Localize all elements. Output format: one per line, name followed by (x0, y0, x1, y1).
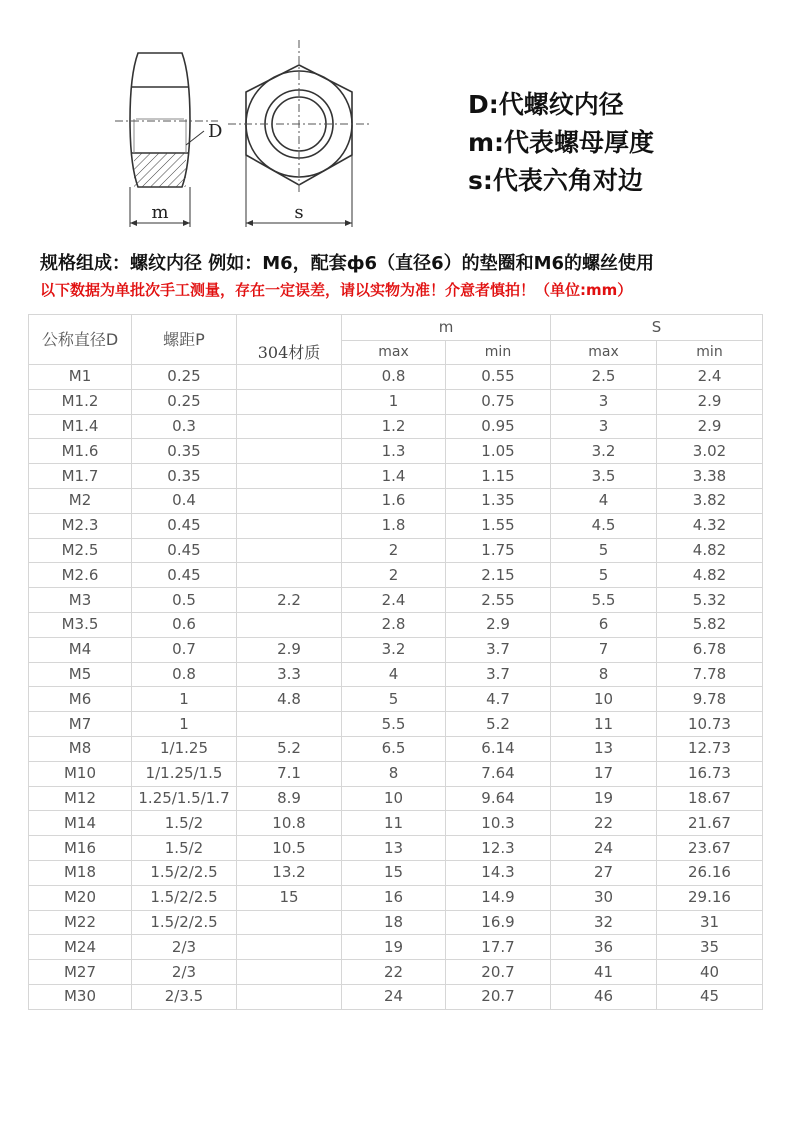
cell-m-max: 2 (342, 538, 446, 563)
cell-s-max: 30 (551, 885, 657, 910)
cell-s-min: 9.78 (657, 687, 763, 712)
table-row (29, 662, 763, 687)
cell-m-max: 19 (342, 935, 446, 960)
cell-m-min: 7.64 (446, 761, 551, 786)
table-row (29, 588, 763, 613)
cell-s-max: 46 (551, 984, 657, 1009)
cell-s-min: 12.73 (657, 736, 763, 761)
table-row (29, 885, 763, 910)
cell-nominal: M24 (29, 935, 132, 960)
cell-s-min: 10.73 (657, 712, 763, 737)
cell-material (237, 439, 342, 464)
cell-m-min: 10.3 (446, 811, 551, 836)
cell-m-min: 20.7 (446, 984, 551, 1009)
cell-m-min: 14.3 (446, 860, 551, 885)
cell-material: 8.9 (237, 786, 342, 811)
table-row (29, 836, 763, 861)
header-m-max: max (342, 341, 446, 365)
cell-m-max: 8 (342, 761, 446, 786)
cell-m-min: 2.55 (446, 588, 551, 613)
cell-s-max: 19 (551, 786, 657, 811)
cell-m-min: 0.55 (446, 365, 551, 390)
cell-m-max: 1.3 (342, 439, 446, 464)
cell-m-max: 10 (342, 786, 446, 811)
cell-material: 15 (237, 885, 342, 910)
cell-s-min: 45 (657, 984, 763, 1009)
cell-nominal: M1.7 (29, 464, 132, 489)
cell-m-max: 1.4 (342, 464, 446, 489)
cell-m-max: 6.5 (342, 736, 446, 761)
cell-material: 3.3 (237, 662, 342, 687)
cell-material: 2.2 (237, 588, 342, 613)
cell-material (237, 513, 342, 538)
cell-nominal: M8 (29, 736, 132, 761)
cell-s-min: 2.9 (657, 389, 763, 414)
cell-s-max: 2.5 (551, 365, 657, 390)
cell-pitch: 0.45 (132, 563, 237, 588)
cell-material (237, 935, 342, 960)
cell-pitch: 0.25 (132, 389, 237, 414)
table-row (29, 960, 763, 985)
table-row (29, 538, 763, 563)
cell-nominal: M7 (29, 712, 132, 737)
cell-s-max: 22 (551, 811, 657, 836)
cell-s-max: 5 (551, 563, 657, 588)
cell-s-max: 7 (551, 637, 657, 662)
cell-s-max: 5 (551, 538, 657, 563)
header-material-top (237, 315, 342, 341)
cell-nominal: M5 (29, 662, 132, 687)
cell-nominal: M1.6 (29, 439, 132, 464)
table-row (29, 612, 763, 637)
cell-s-max: 3.5 (551, 464, 657, 489)
cell-pitch: 0.35 (132, 464, 237, 489)
cell-pitch: 1/1.25/1.5 (132, 761, 237, 786)
label-D: D (208, 121, 223, 142)
cell-nominal: M1 (29, 365, 132, 390)
table-row (29, 414, 763, 439)
cell-material (237, 365, 342, 390)
cell-material: 4.8 (237, 687, 342, 712)
cell-s-max: 4 (551, 488, 657, 513)
cell-m-max: 2.8 (342, 612, 446, 637)
cell-s-min: 3.38 (657, 464, 763, 489)
cell-material (237, 960, 342, 985)
cell-m-min: 6.14 (446, 736, 551, 761)
cell-s-min: 23.67 (657, 836, 763, 861)
cell-pitch: 1.5/2/2.5 (132, 910, 237, 935)
cell-s-min: 4.82 (657, 538, 763, 563)
cell-pitch: 0.6 (132, 612, 237, 637)
legend-d: D:代螺纹内径 (468, 90, 624, 119)
cell-m-max: 1 (342, 389, 446, 414)
cell-m-min: 1.75 (446, 538, 551, 563)
cell-s-min: 18.67 (657, 786, 763, 811)
nut-size-table (28, 314, 763, 1010)
cell-pitch: 2/3 (132, 960, 237, 985)
cell-pitch: 0.7 (132, 637, 237, 662)
cell-m-min: 0.75 (446, 389, 551, 414)
cell-s-min: 2.4 (657, 365, 763, 390)
cell-nominal: M14 (29, 811, 132, 836)
cell-nominal: M16 (29, 836, 132, 861)
cell-nominal: M30 (29, 984, 132, 1009)
cell-m-max: 16 (342, 885, 446, 910)
cell-m-min: 9.64 (446, 786, 551, 811)
cell-pitch: 1.25/1.5/1.7 (132, 786, 237, 811)
cell-pitch: 0.3 (132, 414, 237, 439)
cell-s-min: 26.16 (657, 860, 763, 885)
cell-m-max: 5.5 (342, 712, 446, 737)
cell-s-max: 3 (551, 389, 657, 414)
cell-pitch: 1.5/2 (132, 811, 237, 836)
table-row (29, 687, 763, 712)
cell-s-min: 21.67 (657, 811, 763, 836)
cell-m-min: 12.3 (446, 836, 551, 861)
cell-material: 10.8 (237, 811, 342, 836)
warning-notice: 以下数据为单批次手工测量，存在一定误差，请以实物为准！介意者慎拍！（单位:mm） (40, 281, 633, 299)
header-pitch: 螺距P (132, 315, 237, 365)
header-nominal-diameter: 公称直径D (29, 315, 132, 365)
cell-m-max: 24 (342, 984, 446, 1009)
cell-material (237, 563, 342, 588)
cell-m-min: 1.35 (446, 488, 551, 513)
cell-s-min: 4.82 (657, 563, 763, 588)
table-row (29, 488, 763, 513)
table-row (29, 761, 763, 786)
cell-pitch: 0.25 (132, 365, 237, 390)
cell-s-max: 17 (551, 761, 657, 786)
legend (468, 86, 654, 200)
cell-pitch: 1.5/2/2.5 (132, 860, 237, 885)
cell-s-max: 27 (551, 860, 657, 885)
table-body (29, 365, 763, 1010)
cell-m-min: 3.7 (446, 637, 551, 662)
cell-s-min: 6.78 (657, 637, 763, 662)
table-row (29, 984, 763, 1009)
cell-nominal: M27 (29, 960, 132, 985)
cell-pitch: 1 (132, 712, 237, 737)
cell-m-min: 20.7 (446, 960, 551, 985)
cell-s-max: 36 (551, 935, 657, 960)
cell-nominal: M6 (29, 687, 132, 712)
cell-pitch: 0.8 (132, 662, 237, 687)
cell-s-min: 35 (657, 935, 763, 960)
cell-s-min: 5.32 (657, 588, 763, 613)
cell-nominal: M2.6 (29, 563, 132, 588)
header-m: m (342, 315, 551, 341)
cell-pitch: 1.5/2/2.5 (132, 885, 237, 910)
cell-nominal: M18 (29, 860, 132, 885)
cell-pitch: 1 (132, 687, 237, 712)
cell-material (237, 389, 342, 414)
hex-nut-drawing (90, 35, 380, 230)
table-row (29, 935, 763, 960)
cell-m-max: 11 (342, 811, 446, 836)
cell-s-max: 11 (551, 712, 657, 737)
cell-s-min: 7.78 (657, 662, 763, 687)
cell-nominal: M22 (29, 910, 132, 935)
table-row (29, 712, 763, 737)
cell-m-max: 4 (342, 662, 446, 687)
cell-s-max: 5.5 (551, 588, 657, 613)
cell-nominal: M20 (29, 885, 132, 910)
cell-s-min: 31 (657, 910, 763, 935)
cell-nominal: M12 (29, 786, 132, 811)
table-row (29, 811, 763, 836)
cell-s-min: 3.82 (657, 488, 763, 513)
cell-m-min: 4.7 (446, 687, 551, 712)
cell-material: 2.9 (237, 637, 342, 662)
cell-pitch: 2/3.5 (132, 984, 237, 1009)
cell-m-min: 1.05 (446, 439, 551, 464)
cell-material: 5.2 (237, 736, 342, 761)
cell-material (237, 488, 342, 513)
cell-nominal: M2.3 (29, 513, 132, 538)
cell-pitch: 0.5 (132, 588, 237, 613)
table-row (29, 563, 763, 588)
header-material: 304材质 (237, 341, 342, 365)
cell-material (237, 538, 342, 563)
table-row (29, 910, 763, 935)
cell-s-max: 4.5 (551, 513, 657, 538)
cell-material (237, 712, 342, 737)
cell-s-min: 5.82 (657, 612, 763, 637)
cell-m-max: 0.8 (342, 365, 446, 390)
table-row (29, 464, 763, 489)
cell-nominal: M10 (29, 761, 132, 786)
table-row (29, 736, 763, 761)
cell-m-max: 2.4 (342, 588, 446, 613)
cell-s-min: 2.9 (657, 414, 763, 439)
header-s: S (551, 315, 763, 341)
cell-pitch: 1.5/2 (132, 836, 237, 861)
cell-s-max: 3 (551, 414, 657, 439)
cell-m-max: 18 (342, 910, 446, 935)
cell-m-max: 2 (342, 563, 446, 588)
legend-m: m:代表螺母厚度 (468, 128, 655, 157)
cell-m-min: 2.15 (446, 563, 551, 588)
cell-s-max: 13 (551, 736, 657, 761)
cell-material (237, 414, 342, 439)
cell-m-max: 22 (342, 960, 446, 985)
cell-s-max: 10 (551, 687, 657, 712)
cell-m-max: 15 (342, 860, 446, 885)
cell-nominal: M3 (29, 588, 132, 613)
cell-nominal: M2.5 (29, 538, 132, 563)
header-s-min: min (657, 341, 763, 365)
cell-m-max: 3.2 (342, 637, 446, 662)
cell-nominal: M3.5 (29, 612, 132, 637)
cell-material (237, 984, 342, 1009)
cell-s-min: 16.73 (657, 761, 763, 786)
cell-m-min: 17.7 (446, 935, 551, 960)
cell-material: 10.5 (237, 836, 342, 861)
cell-m-min: 1.15 (446, 464, 551, 489)
table-row (29, 786, 763, 811)
label-m: m (151, 202, 169, 223)
cell-s-max: 6 (551, 612, 657, 637)
cell-nominal: M1.4 (29, 414, 132, 439)
cell-m-max: 13 (342, 836, 446, 861)
table-row (29, 637, 763, 662)
cell-pitch: 0.45 (132, 513, 237, 538)
cell-s-min: 3.02 (657, 439, 763, 464)
cell-s-max: 41 (551, 960, 657, 985)
cell-m-max: 1.2 (342, 414, 446, 439)
cell-m-min: 16.9 (446, 910, 551, 935)
cell-material (237, 910, 342, 935)
cell-m-min: 3.7 (446, 662, 551, 687)
legend-s: s:代表六角对边 (468, 166, 643, 195)
cell-material: 13.2 (237, 860, 342, 885)
cell-m-min: 14.9 (446, 885, 551, 910)
cell-material (237, 464, 342, 489)
header-s-max: max (551, 341, 657, 365)
spec-description: 规格组成：螺纹内径 例如：M6，配套ф6（直径6）的垫圈和M6的螺丝使用 (40, 253, 655, 274)
cell-m-min: 0.95 (446, 414, 551, 439)
cell-nominal: M2 (29, 488, 132, 513)
cell-s-max: 8 (551, 662, 657, 687)
cell-pitch: 1/1.25 (132, 736, 237, 761)
cell-m-min: 1.55 (446, 513, 551, 538)
cell-s-min: 4.32 (657, 513, 763, 538)
cell-m-max: 1.8 (342, 513, 446, 538)
table-row (29, 513, 763, 538)
cell-s-max: 24 (551, 836, 657, 861)
cell-pitch: 0.35 (132, 439, 237, 464)
cell-m-min: 5.2 (446, 712, 551, 737)
side-view (130, 53, 190, 187)
cell-m-max: 1.6 (342, 488, 446, 513)
cell-material (237, 612, 342, 637)
label-s: s (294, 202, 304, 223)
cell-nominal: M4 (29, 637, 132, 662)
header-m-min: min (446, 341, 551, 365)
table-row (29, 365, 763, 390)
cell-pitch: 0.4 (132, 488, 237, 513)
cell-m-min: 2.9 (446, 612, 551, 637)
cell-s-min: 29.16 (657, 885, 763, 910)
cell-pitch: 2/3 (132, 935, 237, 960)
cell-s-max: 32 (551, 910, 657, 935)
cell-s-max: 3.2 (551, 439, 657, 464)
cell-material: 7.1 (237, 761, 342, 786)
cell-pitch: 0.45 (132, 538, 237, 563)
table-row (29, 860, 763, 885)
cell-m-max: 5 (342, 687, 446, 712)
table-row (29, 439, 763, 464)
cell-nominal: M1.2 (29, 389, 132, 414)
table-row (29, 389, 763, 414)
cell-s-min: 40 (657, 960, 763, 985)
